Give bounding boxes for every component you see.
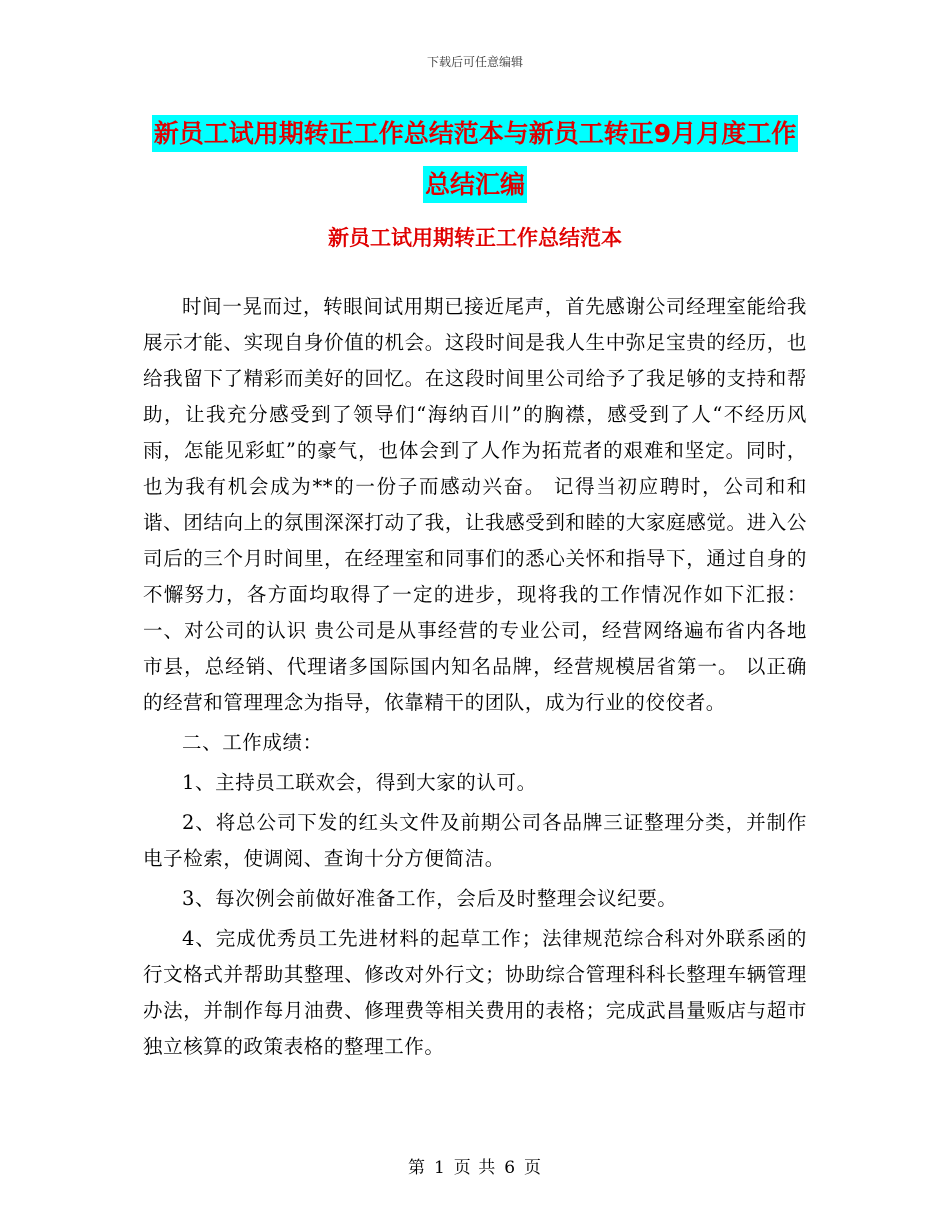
page-prefix: 第 bbox=[407, 1158, 426, 1178]
paragraph: 二、工作成绩： bbox=[182, 731, 323, 754]
paragraph: 4、完成优秀员工先进材料的起草工作；法律规范综合科对外联系函的行文格式并帮助其整理、修改对外行文；协助综合管理科科长整理车辆管理办法，并制作每月油费、修理费等相关费用的表格；完成武昌量贩店与超市独立核算的政策表格的整理工作。 bbox=[143, 927, 807, 1058]
document-title bbox=[150, 108, 800, 210]
page-mid: 页 共 bbox=[453, 1158, 497, 1178]
paragraph: 时间一晃而过，转眼间试用期已接近尾声，首先感谢公司经理室能给我展示才能、实现自身价值的机会。这段时间是我人生中弥足宝贵的经历，也给我留下了精彩而美好的回忆。在这段时间里公司给予了我足够的支持和帮助，让我充分感受到了领导们“海纳百川”的胸襟，感受到了人“不经历风雨，怎能见彩虹”的豪气，也体会到了人作为拓荒者的艰难和坚定。同时，也为我有机会成为**的一份子而感动兴奋。 记得当初应聘时，公司和和谐、团结向上的氛围深深打动了我，让我感受到和睦的大家庭感觉。进入公司后的三个月时间里，在经理室和同事们的悉心关怀和指导下，通过自身的不懈努力，各方面均取得了一定的进步，现将我的工作情况作如下汇报： 一、对公司的认识 贵公司是从事经营的专业公司，经营网络遍布省内各地市县，总经销、代理诸多国际国内知名品牌，经营规模居省第一。 以正确的经营和管理理念为指导，依靠精干的团队，成为行业的佼佼者。 bbox=[143, 295, 807, 714]
page-total: 6 bbox=[504, 1158, 517, 1178]
paragraph: 3、每次例会前做好准备工作，会后及时整理会议纪要。 bbox=[182, 887, 678, 910]
page-current: 1 bbox=[433, 1158, 446, 1178]
section-title: 新员工试用期转正工作总结范本 bbox=[328, 226, 622, 250]
page-header-note: 下载后可任意编辑 bbox=[426, 55, 523, 69]
document-title-text: 新员工试用期转正工作总结范本与新员工转正9月月度工作总结汇编 bbox=[152, 115, 798, 203]
paragraph: 1、主持员工联欢会，得到大家的认可。 bbox=[182, 771, 537, 794]
document-body bbox=[143, 289, 807, 1069]
paragraph: 2、将总公司下发的红头文件及前期公司各品牌三证整理分类，并制作电子检索，使调阅、查询十分方便简洁。 bbox=[143, 811, 807, 870]
page-footer bbox=[0, 1153, 950, 1178]
page-suffix: 页 bbox=[524, 1158, 543, 1178]
